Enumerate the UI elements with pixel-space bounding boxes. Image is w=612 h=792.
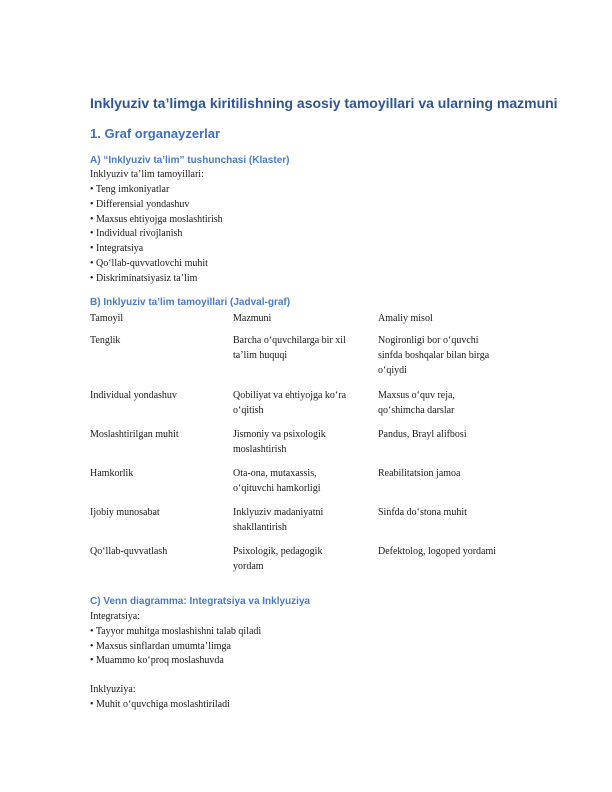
table-cell: Defektolog, logoped yordami	[378, 546, 497, 557]
cell-line: yordam	[233, 561, 264, 572]
document-title: Inklyuziv ta’limga kiritilishning asosiy tamoyillari va ularning mazmuni	[90, 95, 558, 111]
table-cell: Pandus, Brayl alifbosi	[378, 429, 467, 440]
cell-line: moslashtirish	[233, 444, 287, 455]
cell-line: ta’lim huquqi	[233, 350, 288, 361]
cell-line: Jismoniy va psixologik	[233, 429, 326, 440]
table-cell: Individual yondashuv	[90, 390, 177, 401]
list-item: • Maxsus ehtiyojga moslashtirish	[90, 213, 223, 225]
list-item: • Qo‘llab-quvvatlovchi muhit	[90, 257, 208, 269]
table-cell: Hamkorlik	[90, 468, 134, 479]
cell-line: o‘qiydi	[378, 365, 407, 376]
cell-line: qo‘shimcha darslar	[378, 405, 455, 416]
list-item: • Differensial yondashuv	[90, 198, 190, 210]
inclusion-block	[90, 683, 230, 713]
table-cell: Tenglik	[90, 335, 121, 346]
table-cell	[233, 466, 373, 496]
cell-line: Inklyuziv madaniyatni	[233, 507, 324, 518]
table-cell	[233, 333, 373, 363]
cell-line: sinfda boshqalar bilan birga	[378, 350, 490, 361]
integration-label: Integratsiya:	[90, 611, 140, 622]
section-b-heading: B) Inklyuziv ta’lim tamoyillari (Jadval-graf)	[90, 297, 291, 308]
table-cell: Moslashtirilgan muhit	[90, 429, 179, 440]
integration-block	[90, 610, 261, 669]
inclusion-label: Inklyuziya:	[90, 684, 136, 695]
cell-line: Maxsus o‘quv reja,	[378, 390, 455, 401]
table-cell: Qo‘llab-quvvatlash	[90, 546, 168, 557]
table-cell: Ijobiy munosabat	[90, 507, 160, 518]
list-item: • Muammo ko‘proq moslashuvda	[90, 655, 224, 667]
cell-line: o‘qituvchi hamkorligi	[233, 483, 321, 494]
table-cell: Reabilitatsion jamoa	[378, 468, 461, 479]
cell-line: Qobiliyat va ehtiyojga ko‘ra	[233, 390, 347, 401]
table-cell	[378, 333, 518, 378]
section-a-intro: Inklyuziv ta’lim tamoyillari:	[90, 169, 204, 180]
cell-line: Psixologik, pedagogik	[233, 546, 323, 557]
cell-line: Barcha o‘quvchilarga bir xil	[233, 335, 346, 346]
section-c-heading: C) Venn diagramma: Integratsiya va Inklyuziya	[90, 596, 311, 607]
list-item: • Muhit o‘quvchiga moslashtiriladi	[90, 698, 230, 710]
section-heading-graf-organayzerlar: 1. Graf organayzerlar	[90, 126, 221, 141]
table-cell	[233, 388, 373, 418]
cell-line: o‘qitish	[233, 405, 264, 416]
table-cell	[378, 388, 518, 418]
table-header-mazmuni: Mazmuni	[233, 313, 272, 324]
section-a-heading: A) “Inklyuziv ta’lim” tushunchasi (Klaster)	[90, 155, 290, 166]
table-cell: Sinfda do‘stona muhit	[378, 507, 467, 518]
cluster-list	[90, 183, 223, 287]
table-header-amaliy-misol: Amaliy misol	[378, 313, 433, 324]
cell-line: Ota-ona, mutaxassis,	[233, 468, 317, 479]
list-item: • Teng imkoniyatlar	[90, 184, 170, 195]
list-item: • Individual rivojlanish	[90, 228, 183, 240]
table-header-tamoyil: Tamoyil	[90, 313, 124, 324]
table-cell	[233, 427, 373, 457]
list-item: • Diskriminatsiyasiz ta’lim	[90, 272, 198, 284]
cell-line: shakllantirish	[233, 522, 287, 533]
list-item: • Integratsiya	[90, 243, 144, 255]
table-cell	[233, 505, 373, 535]
cell-line: Nogironligi bor o‘quvchi	[378, 335, 479, 346]
list-item: • Maxsus sinflardan umumta’limga	[90, 640, 231, 652]
table-cell	[233, 544, 373, 574]
list-item: • Tayyor muhitga moslashishni talab qiladi	[90, 625, 262, 637]
